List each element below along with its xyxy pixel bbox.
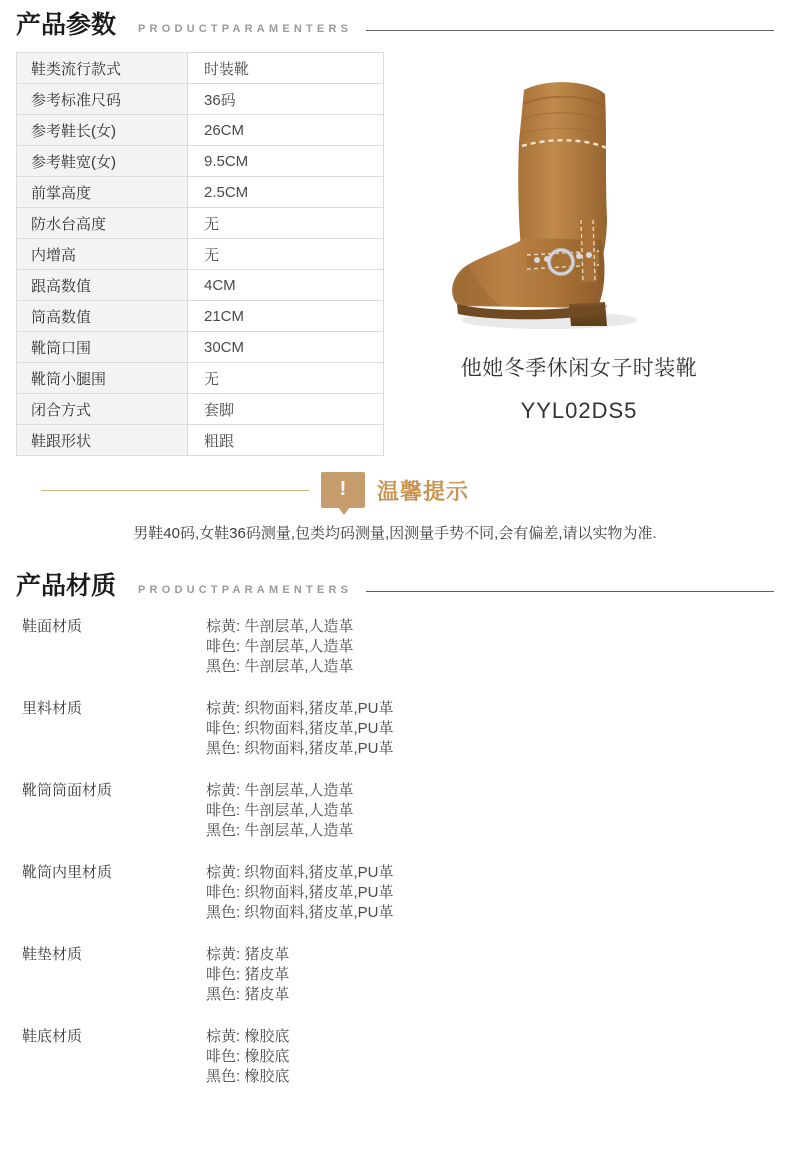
table-row bbox=[17, 115, 384, 146]
material-value: 棕黄: 织物面料,猪皮革,PU革 bbox=[206, 700, 394, 717]
list-item bbox=[16, 699, 774, 759]
param-key: 鞋类流行款式 bbox=[17, 53, 188, 84]
material-value: 黑色: 织物面料,猪皮革,PU革 bbox=[206, 904, 394, 921]
product-title: 他她冬季休闲女子时装靴 bbox=[460, 357, 698, 380]
material-value: 黑色: 猪皮革 bbox=[206, 986, 290, 1003]
material-value: 棕黄: 织物面料,猪皮革,PU革 bbox=[206, 864, 394, 881]
param-key: 内增高 bbox=[17, 239, 188, 270]
section-title-params: 产品参数 bbox=[16, 11, 117, 39]
boot-product-image bbox=[429, 68, 729, 338]
material-value: 棕黄: 牛剖层革,人造革 bbox=[206, 782, 354, 799]
material-name: 鞋底材质 bbox=[22, 1028, 83, 1045]
material-values bbox=[206, 1027, 774, 1087]
param-value: 26CM bbox=[188, 115, 384, 146]
param-value: 时装靴 bbox=[188, 53, 384, 84]
section-subtitle-materials: PRODUCTPARAMENTERS bbox=[138, 584, 353, 596]
material-value: 黑色: 橡胶底 bbox=[206, 1068, 290, 1085]
table-body bbox=[17, 53, 384, 456]
exclamation-icon: ! bbox=[321, 472, 365, 508]
list-item bbox=[16, 863, 774, 923]
param-value: 2.5CM bbox=[188, 177, 384, 208]
param-value: 粗跟 bbox=[188, 425, 384, 456]
material-value: 棕黄: 牛剖层革,人造革 bbox=[206, 618, 354, 635]
table-row bbox=[17, 301, 384, 332]
param-key: 防水台高度 bbox=[17, 208, 188, 239]
table-row bbox=[17, 425, 384, 456]
table-row bbox=[17, 332, 384, 363]
table-row bbox=[17, 53, 384, 84]
table-row bbox=[17, 363, 384, 394]
table-row bbox=[17, 177, 384, 208]
param-value: 21CM bbox=[188, 301, 384, 332]
list-item bbox=[16, 617, 774, 677]
section-title-materials: 产品材质 bbox=[16, 572, 117, 600]
section-subtitle-params: PRODUCTPARAMENTERS bbox=[138, 23, 353, 35]
section-header-materials bbox=[16, 561, 774, 601]
material-value: 啡色: 织物面料,猪皮革,PU革 bbox=[206, 884, 394, 901]
material-values bbox=[206, 863, 774, 923]
param-key: 筒高数值 bbox=[17, 301, 188, 332]
table-row bbox=[17, 270, 384, 301]
material-value: 黑色: 牛剖层革,人造革 bbox=[206, 822, 354, 839]
material-value: 啡色: 猪皮革 bbox=[206, 966, 290, 983]
materials-list bbox=[16, 617, 774, 1087]
tips-divider-left bbox=[41, 490, 309, 491]
param-key: 参考鞋长(女) bbox=[17, 115, 188, 146]
product-parameters-table bbox=[16, 52, 384, 456]
warm-tips-block bbox=[16, 472, 774, 543]
section-header-params bbox=[16, 0, 774, 40]
table-row bbox=[17, 394, 384, 425]
table-row bbox=[17, 146, 384, 177]
param-value: 30CM bbox=[188, 332, 384, 363]
param-value: 套脚 bbox=[188, 394, 384, 425]
material-value: 棕黄: 橡胶底 bbox=[206, 1028, 290, 1045]
param-key: 靴筒小腿围 bbox=[17, 363, 188, 394]
param-key: 闭合方式 bbox=[17, 394, 188, 425]
param-value: 9.5CM bbox=[188, 146, 384, 177]
list-item bbox=[16, 1027, 774, 1087]
material-value: 啡色: 橡胶底 bbox=[206, 1048, 290, 1065]
material-name: 鞋垫材质 bbox=[22, 946, 83, 963]
param-value: 无 bbox=[188, 208, 384, 239]
params-and-product bbox=[16, 52, 774, 456]
material-name: 里料材质 bbox=[22, 700, 83, 717]
param-value: 36码 bbox=[188, 84, 384, 115]
product-code: YYL02DS5 bbox=[520, 398, 638, 423]
header-divider bbox=[366, 30, 774, 31]
list-item bbox=[16, 781, 774, 841]
material-values bbox=[206, 945, 774, 1005]
material-values bbox=[206, 617, 774, 677]
param-key: 参考鞋宽(女) bbox=[17, 146, 188, 177]
param-value: 无 bbox=[188, 363, 384, 394]
warm-tips-text: 男鞋40码,女鞋36码测量,包类均码测量,因测量手势不同,会有偏差,请以实物为准. bbox=[133, 525, 657, 542]
material-values bbox=[206, 781, 774, 841]
list-item bbox=[16, 945, 774, 1005]
param-key: 跟高数值 bbox=[17, 270, 188, 301]
param-key: 靴筒口围 bbox=[17, 332, 188, 363]
material-value: 黑色: 织物面料,猪皮革,PU革 bbox=[206, 740, 394, 757]
material-name: 靴筒内里材质 bbox=[22, 864, 113, 881]
param-key: 前掌高度 bbox=[17, 177, 188, 208]
table-row bbox=[17, 84, 384, 115]
product-showcase bbox=[384, 52, 774, 456]
param-value: 4CM bbox=[188, 270, 384, 301]
param-key: 参考标准尺码 bbox=[17, 84, 188, 115]
material-value: 啡色: 牛剖层革,人造革 bbox=[206, 638, 354, 655]
material-name: 靴筒筒面材质 bbox=[22, 782, 113, 799]
material-value: 啡色: 织物面料,猪皮革,PU革 bbox=[206, 720, 394, 737]
table-row bbox=[17, 208, 384, 239]
param-value: 无 bbox=[188, 239, 384, 270]
material-value: 棕黄: 猪皮革 bbox=[206, 946, 290, 963]
material-value: 啡色: 牛剖层革,人造革 bbox=[206, 802, 354, 819]
material-name: 鞋面材质 bbox=[22, 618, 83, 635]
boot-illustration bbox=[429, 68, 729, 338]
material-value: 黑色: 牛剖层革,人造革 bbox=[206, 658, 354, 675]
table-row bbox=[17, 239, 384, 270]
warm-tips-header bbox=[16, 472, 774, 508]
header-divider bbox=[366, 591, 774, 592]
warm-tips-title: 温馨提示 bbox=[376, 478, 469, 504]
material-values bbox=[206, 699, 774, 759]
param-key: 鞋跟形状 bbox=[17, 425, 188, 456]
